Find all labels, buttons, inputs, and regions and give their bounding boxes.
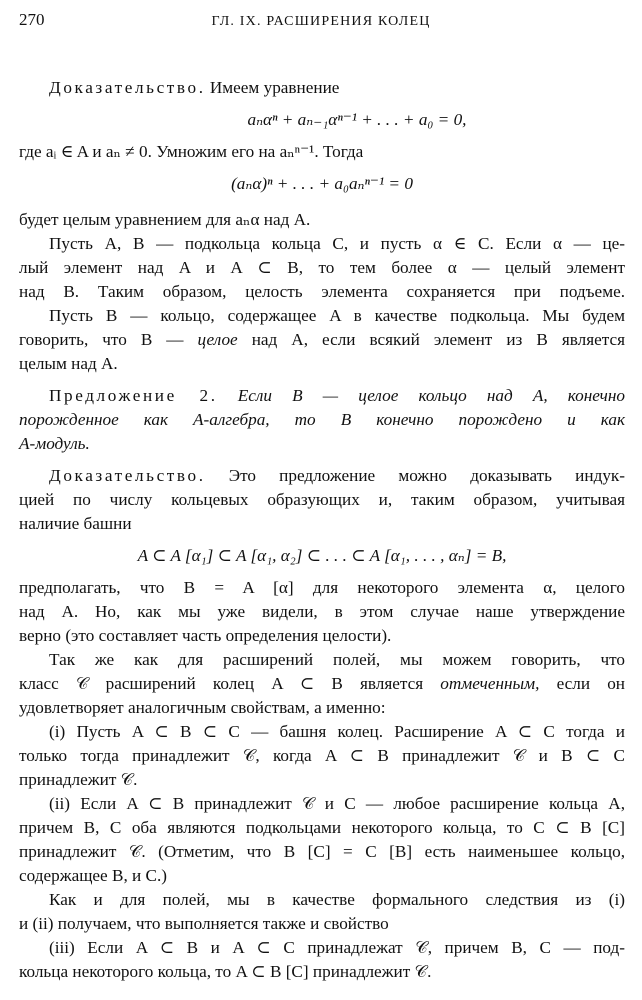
text-line: над A. Но, как мы уже видели, в этом случае наше утверждение [19, 602, 625, 621]
text-line [19, 328, 625, 352]
text-line: принадлежит 𝒞. (Отметим, что B [C] = C [B] есть наименьшее кольцо, [19, 842, 625, 861]
equation-2: (aₙα)ⁿ + . . . + a₀aₙⁿ⁻¹ = 0 [231, 174, 413, 193]
text-line: лый элемент над A и A ⊂ B, то тем более α — целый элемент [19, 258, 625, 277]
text-line: принадлежит 𝒞. [19, 770, 138, 789]
equation-3: A ⊂ A [α₁] ⊂ A [α₁, α₂] ⊂ . . . ⊂ A [α₁, . . . , αₙ] = B, [137, 546, 507, 565]
text-line: целым над A. [19, 354, 118, 373]
text-line: верно (это составляет часть определения целости). [19, 626, 392, 645]
text-line: удовлетворяет аналогичным свойствам, а именно: [19, 698, 386, 717]
text-line: Пусть A, B — подкольца кольца C, и пусть α ∈ C. Если α — це- [49, 234, 625, 253]
text-line: будет целым уравнением для aₙα над A. [19, 210, 311, 229]
equation-1: aₙαⁿ + aₙ₋₁αⁿ⁻¹ + . . . + a₀ = 0, [247, 110, 467, 129]
text-line: порожденное как A-алгебра, то B конечно порождено и как [19, 410, 625, 429]
text-span: Это предложение можно доказывать индук- [205, 466, 625, 485]
text-span: над A, если всякий элемент из B является [237, 330, 625, 349]
text-span: если он [539, 674, 625, 693]
text-line: наличие башни [19, 514, 132, 533]
text-line: Пусть B — кольцо, содержащее A в качестве подкольца. Мы будем [49, 306, 625, 325]
emphasis: целое [197, 330, 238, 349]
text-line: кольца некоторого кольца, то A ⊂ B [C] принадлежит 𝒞. [19, 962, 432, 981]
text-span: класс 𝒞 расширений колец A ⊂ B является [19, 674, 441, 693]
text-line: Как и для полей, мы в качестве формального следствия из (i) [49, 890, 625, 909]
proof-heading-line [19, 76, 625, 100]
text-line: Имеем уравнение [205, 78, 340, 97]
text-line: Так же как для расширений полей, мы можем говорить, что [49, 650, 625, 669]
text-line: где aᵢ ∈ A и aₙ ≠ 0. Умножим его на aₙⁿ⁻¹. Тогда [19, 142, 364, 161]
text-span: говорить, что B — [19, 330, 198, 349]
text-line: предполагать, что B = A [α] для некоторого элемента α, целого [19, 578, 625, 597]
text-line: A-модуль. [19, 434, 90, 453]
proposition-label: Предложение 2. [49, 386, 218, 405]
text-line [19, 672, 625, 696]
text-line: содержащее B, и C.) [19, 866, 168, 885]
text-line: над B. Таким образом, целость элемента сохраняется при подъеме. [19, 282, 625, 301]
proposition-2-line [19, 384, 625, 408]
text-line: причем B, C оба являются подкольцами некоторого кольца, то C ⊂ B [C] [19, 818, 625, 837]
text-line: цией по числу кольцевых образующих и, таким образом, учитывая [19, 490, 625, 509]
text-line: (iii) Если A ⊂ B и A ⊂ C принадлежат 𝒞, причем B, C — под- [49, 938, 625, 957]
text-span: Если B — целое кольцо над A, конечно [217, 386, 625, 405]
proof-label: Доказательство. [49, 466, 206, 485]
text-line: и (ii) получаем, что выполняется также и свойство [19, 914, 389, 933]
page-number: 270 [19, 10, 45, 29]
page-header [19, 8, 623, 32]
text-line: (i) Пусть A ⊂ B ⊂ C — башня колец. Расширение A ⊂ C тогда и [49, 722, 625, 741]
proof-heading-line [19, 464, 625, 488]
emphasis: отмеченным, [440, 674, 540, 693]
text-line: (ii) Если A ⊂ B принадлежит 𝒞 и C — любое расширение кольца A, [49, 794, 625, 813]
proof-label: Доказательство. [49, 78, 206, 97]
running-head: ГЛ. IX. РАСШИРЕНИЯ КОЛЕЦ [211, 14, 431, 29]
text-line: только тогда принадлежит 𝒞, когда A ⊂ B принадлежит 𝒞 и B ⊂ C [19, 746, 625, 765]
